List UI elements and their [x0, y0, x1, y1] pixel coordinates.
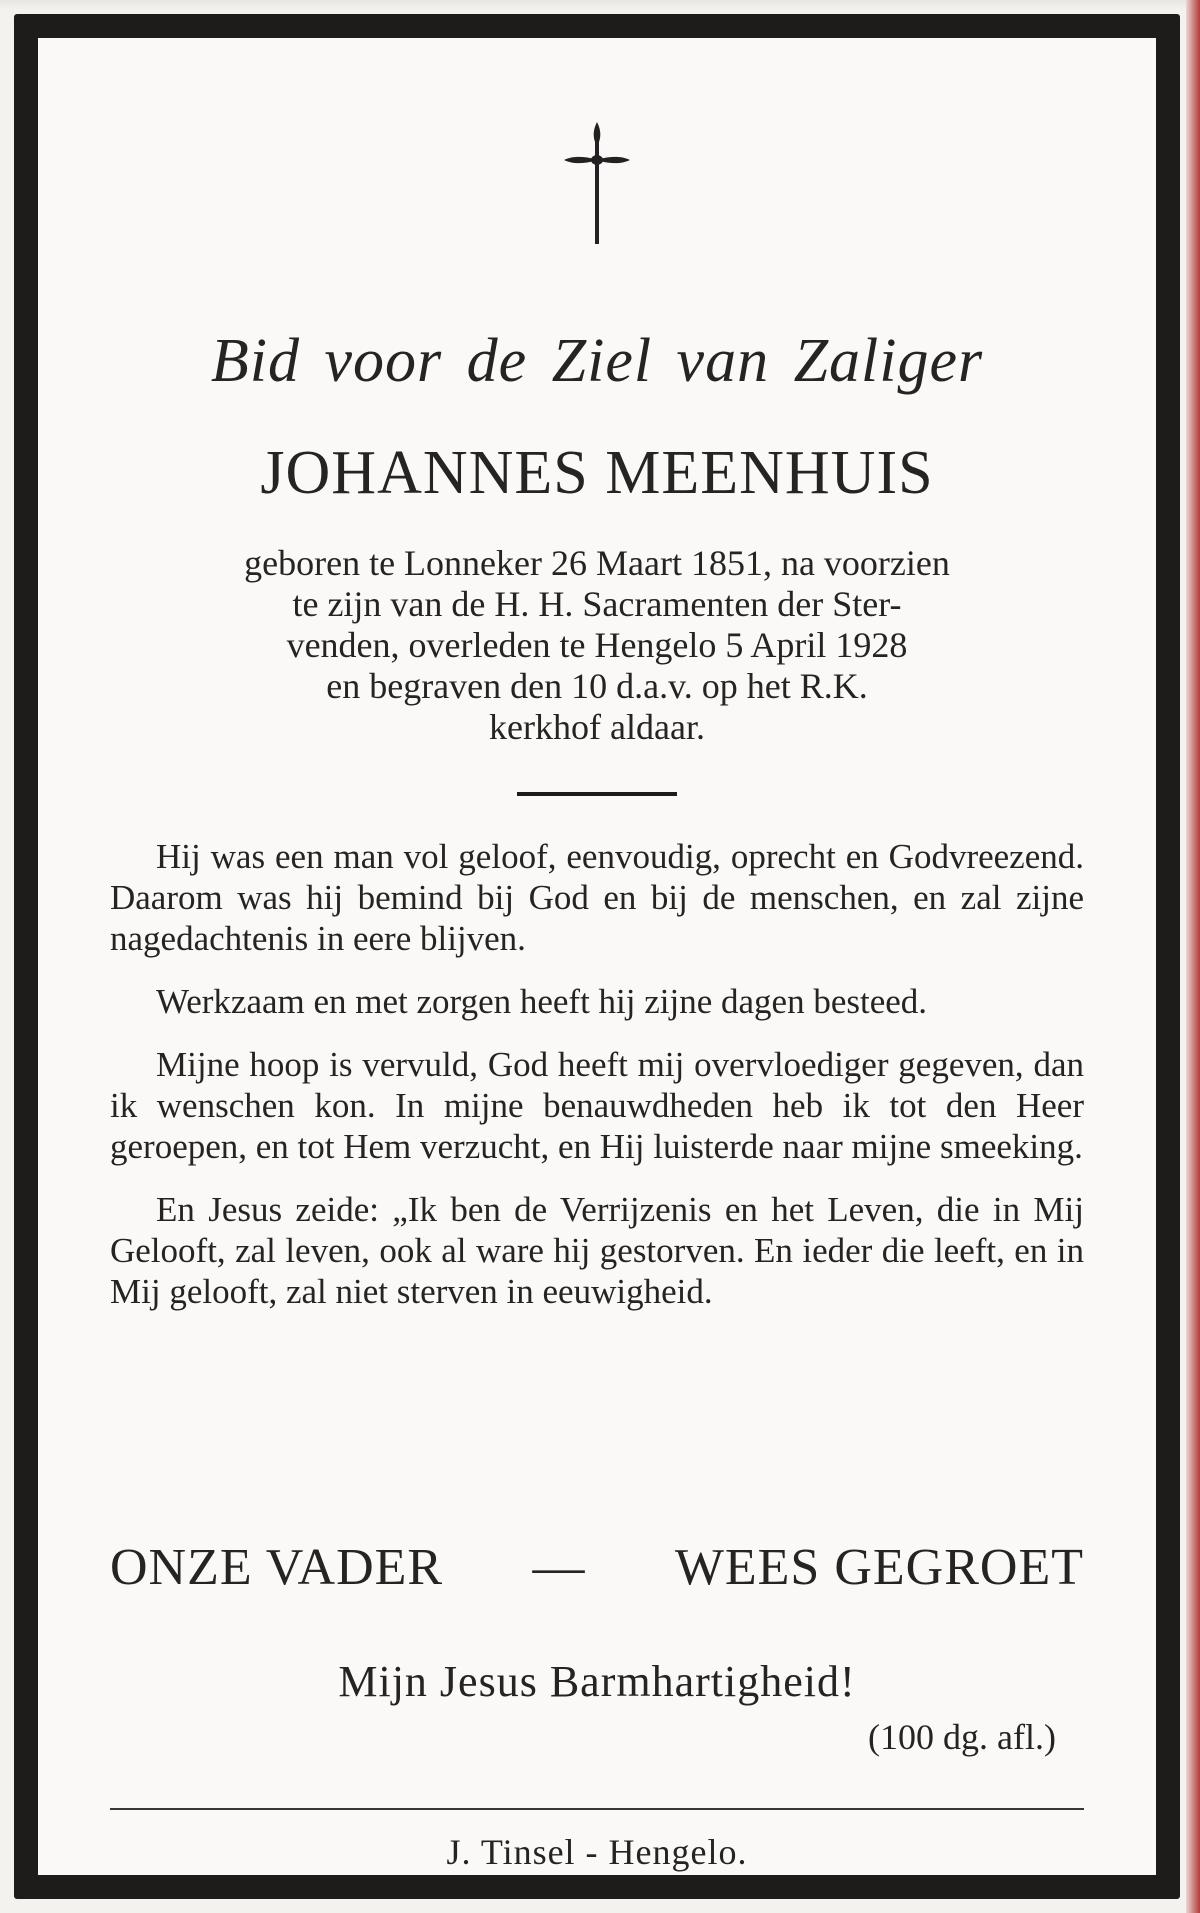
footer-divider: [110, 1808, 1084, 1810]
biography: [98, 543, 1096, 748]
prayer-wees-gegroet: WEES GEGROET: [674, 1539, 1084, 1596]
paragraph: Werkzaam en met zorgen heeft hij zijne dagen besteed.: [156, 982, 928, 1021]
cross-graphic: [562, 120, 632, 244]
prayer-onze-vader: ONZE VADER: [110, 1539, 444, 1596]
memorial-card: [14, 14, 1180, 1899]
latin-cross-icon: [562, 120, 632, 244]
paragraph: Hij was een man vol geloof, eenvoudig, oprecht en Godvreezend. Daarom was hij bemind bij God en bij de menschen, en zal zijne nagedachtenis in eere blijven.: [110, 837, 1084, 958]
invocation-heading: Bid voor de Ziel van Zaliger: [210, 327, 984, 395]
bio-line: en begraven den 10 d.a.v. op het R.K.: [326, 666, 868, 706]
prayer-line: [110, 1538, 1084, 1597]
exclamation: Mijn Jesus Barmhartigheid!: [338, 1657, 856, 1706]
bio-line: venden, overleden te Hengelo 5 April 1928: [286, 625, 908, 665]
indulgence-note: (100 dg. afl.): [868, 1717, 1056, 1757]
memorial-text: [110, 836, 1084, 1334]
bio-line: te zijn van de H. H. Sacramenten der Ster-: [292, 584, 902, 624]
section-divider: [517, 792, 677, 796]
scan-edge-right: [1186, 0, 1200, 1913]
bio-line: geboren te Lonneker 26 Maart 1851, na voorzien: [244, 543, 950, 583]
deceased-name: JOHANNES MEENHUIS: [260, 439, 934, 507]
card-inner: [38, 38, 1156, 1875]
prayer-dash: —: [532, 1539, 586, 1596]
scan-edge-top: [0, 0, 1200, 10]
paragraph: En Jesus zeide: „Ik ben de Verrijzenis en het Leven, die in Mij Gelooft, zal leven, ook al ware hij gestorven. En ieder die leeft, en in Mij gelooft, zal niet sterven in eeuwigheid.: [110, 1190, 1084, 1311]
printer-credit: J. Tinsel - Hengelo.: [446, 1832, 748, 1872]
paragraph: Mijne hoop is vervuld, God heeft mij overvloediger gegeven, dan ik wenschen kon. In mijne benauwdheden heb ik tot den Heer geroepen, en tot Hem verzucht, en Hij luisterde naar mijne smeeking.: [110, 1045, 1084, 1166]
bio-line: kerkhof aldaar.: [489, 707, 705, 747]
